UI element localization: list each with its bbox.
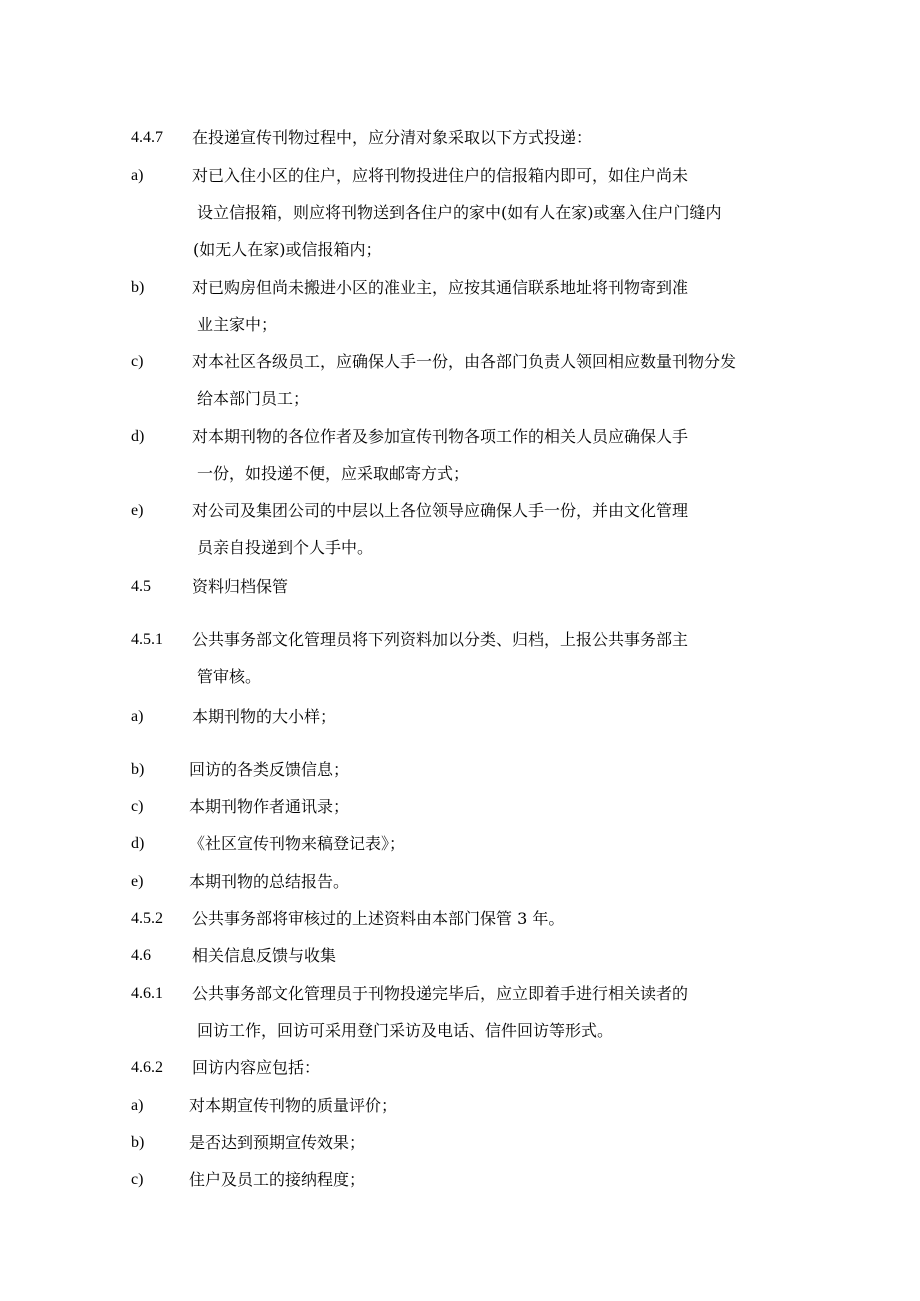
section-number: 4.5.2 [131, 910, 163, 927]
list-item-text: 本期刊物的总结报告。 [189, 872, 350, 891]
list-marker: e) [131, 502, 144, 519]
section-heading: 相关信息反馈与收集 [192, 946, 337, 965]
list-item-continuation: (如无人在家)或信报箱内； [193, 240, 382, 259]
list-item-text: 是否达到预期宣传效果； [189, 1133, 366, 1152]
section-number: 4.5 [131, 578, 151, 595]
list-item-text: 对本期刊物的各位作者及参加宣传刊物各项工作的相关人员应确保人手 [192, 427, 689, 446]
paragraph-text: 在投递宣传刊物过程中，应分清对象采取以下方式投递： [192, 128, 593, 147]
list-marker: d) [131, 428, 145, 445]
list-item-continuation: 员亲自投递到个人手中。 [197, 538, 374, 557]
list-marker: e) [131, 873, 144, 890]
list-marker: a) [131, 1097, 144, 1114]
list-item-continuation: 一份，如投递不便，应采取邮寄方式； [197, 464, 470, 483]
list-item-text: 住户及员工的接纳程度； [189, 1170, 366, 1189]
list-item-text: 对本期宣传刊物的质量评价； [189, 1096, 398, 1115]
list-marker: b) [131, 279, 145, 296]
section-number: 4.6.1 [131, 985, 163, 1002]
list-marker: d) [131, 835, 145, 852]
section-number: 4.6 [131, 947, 151, 964]
list-item-continuation: 业主家中； [197, 315, 278, 334]
section-heading: 资料归档保管 [192, 577, 289, 596]
list-item-text: 对公司及集团公司的中层以上各位领导应确保人手一份，并由文化管理 [192, 501, 689, 520]
list-marker: c) [131, 798, 144, 815]
list-item-continuation: 设立信报箱，则应将刊物送到各住户的家中(如有人在家)或塞入住户门缝内 [197, 203, 722, 222]
list-marker: b) [131, 1134, 145, 1151]
list-marker: c) [131, 1171, 144, 1188]
paragraph-continuation: 回访工作，回访可采用登门采访及电话、信件回访等形式。 [197, 1021, 614, 1040]
paragraph-continuation: 管审核。 [197, 667, 262, 686]
section-number: 4.4.7 [131, 129, 163, 146]
list-item-text: 对本社区各级员工，应确保人手一份，由各部门负责人领回相应数量刊物分发 [192, 352, 737, 371]
list-item-text: 本期刊物的大小样； [192, 707, 337, 726]
list-item-text: 回访的各类反馈信息； [189, 760, 350, 779]
paragraph-text: 公共事务部将审核过的上述资料由本部门保管 3 年。 [192, 909, 565, 928]
paragraph-text: 公共事务部文化管理员于刊物投递完毕后，应立即着手进行相关读者的 [192, 984, 689, 1003]
list-marker: a) [131, 708, 144, 725]
list-item-text: 《社区宣传刊物来稿登记表》； [189, 834, 406, 853]
list-item-text: 本期刊物作者通讯录； [189, 797, 350, 816]
list-item-text: 对已入住小区的住户，应将刊物投进住户的信报箱内即可，如住户尚未 [192, 166, 689, 185]
paragraph-text: 公共事务部文化管理员将下列资料加以分类、归档，上报公共事务部主 [192, 630, 689, 649]
section-number: 4.6.2 [131, 1059, 163, 1076]
list-item-continuation: 给本部门员工； [197, 389, 310, 408]
list-item-text: 对已购房但尚未搬进小区的准业主，应按其通信联系地址将刊物寄到准 [192, 278, 689, 297]
list-marker: c) [131, 353, 144, 370]
paragraph-text: 回访内容应包括： [192, 1058, 321, 1077]
list-marker: a) [131, 167, 144, 184]
section-number: 4.5.1 [131, 631, 163, 648]
list-marker: b) [131, 761, 145, 778]
